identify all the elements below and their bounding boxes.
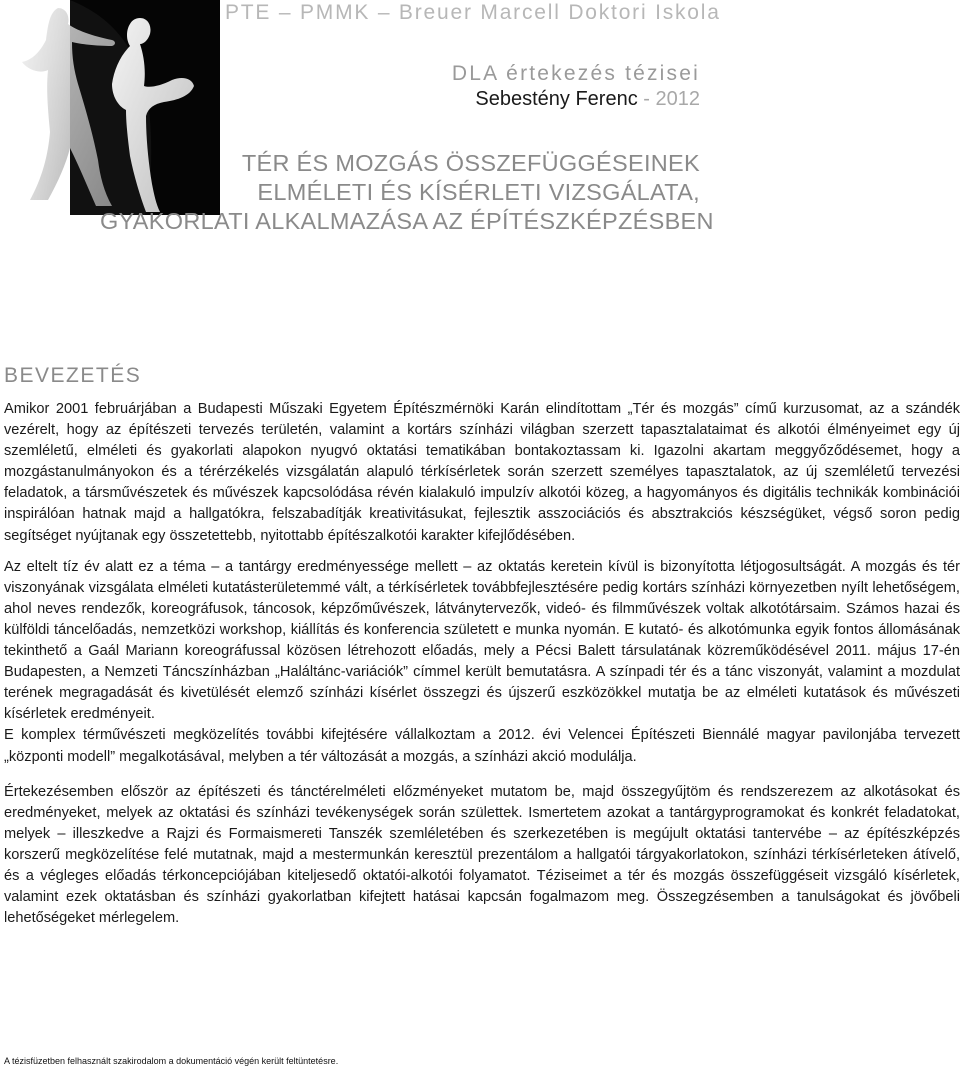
title-line: ELMÉLETI ÉS KÍSÉRLETI VIZSGÁLATA, xyxy=(257,179,700,205)
paragraph: Amikor 2001 februárjában a Budapesti Műszaki Egyetem Építészmérnöki Karán elindítottam „Tér és mozgás” című kurzusomat, az a szándék vezérelt, hogy az építészeti tervezés területén, valamint a kortárs színházi világban szerzett tapasztalataimat és alkotói élményeimet egy új szemléletű, elméleti és gyakorlati alapokon nyugvó oktatási tematikában bontakoztassam ki. Igazolni akartam meggyőződésemet, hogy a mozgástanulmányokon és a térérzékelés vizsgálatán alapuló térkísérletek során szerzett személyes tapasztalatok, az új szemléletű tervezési feladatok, a társművészetek és művészek kapcsolódása révén kialakuló impulzív alkotói közeg, a hagyományos és digitális technikák kombinációi inspirálóan hatnak majd a hallgatókra, felszabadítják kreativitásukat, fejlesztik asszociációs és absztrakciós készségüket, végső soron pedig segítséget nyújtanak egy összetettebb, nyitottabb építészalkotói karakter kifejlődésében. xyxy=(4,401,960,544)
thesis-subtitle: DLA értekezés tézisei xyxy=(451,62,700,85)
author-name: Sebestény Ferenc xyxy=(475,88,638,110)
paragraph: Értekezésemben először az építészeti és tánctérelméleti előzményeket mutatom be, majd összegyűjtöm és rendszerezem az alkotásokat és eredményeket, melyek az oktatási és színházi tevékenységek során születtek. Ismertetem azokat a tantárgyprogramokat és konkrét feladatokat, melyek – illeszkedve a Rajzi és Formaismereti Tanszék szemléletében és szerkezetében is megújult oktatási tantervébe – az építészképzés korszerű megközelítése felé mutatnak, majd a mestermunkán keresztül prezentálom a hallgatói tárgyakorlatokon, színházi térkísérleteken átívelő, és a végleges előadás térkoncepciójában kiteljesedő oktatói-alkotói folyamatot. Téziseimet a tér és mozgás összefüggéseit vizsgáló kísérletek, valamint ezek oktatásban és színházi gyakorlatban kifejtett hatásai kapcsán fogalmazom meg. Összegzésemben a tanulságokat és jövőbeli lehetőségeket mérlegelem. xyxy=(4,783,960,927)
body-text xyxy=(4,399,960,929)
title-line: TÉR ÉS MOZGÁS ÖSSZEFÜGGÉSEINEK xyxy=(241,150,700,176)
paragraph: E komplex térművészeti megközelítés további kifejtésére vállalkoztam a 2012. évi Velencei Építészeti Biennálé magyar pavilonjába tervezett „központi modell” megalkotásával, melyben a tér változását a mozgás, a színházi akció modulálja. xyxy=(4,727,960,765)
publication-year: 2012 xyxy=(655,88,700,110)
author-separator: - xyxy=(643,88,650,110)
section-heading: BEVEZETÉS xyxy=(4,364,142,387)
thesis-title xyxy=(100,149,714,236)
author-line xyxy=(300,88,700,111)
paragraph: Az eltelt tíz év alatt ez a téma – a tantárgy eredményessége mellett – az oktatás keretein kívül is bizonyította létjogosultságát. A mozgás és tér viszonyának vizsgálata elméleti kutatásterületemmé vált, a térkísérletek továbbfejlesztésére pedig kortárs színházi környezetben nyílt lehetőségem, ahol neves rendezők, koreográfusok, táncosok, képzőművészek, látványtervezők, videó- és filmművészek voltak alkotótársaim. Számos hazai és külföldi táncelőadás, nemzetközi workshop, kiállítás és konferencia született e munka nyomán. E kutató- és alkotómunka egyik fontos állomásának tekinthető a Gaál Mariann koreográfussal közösen létrehozott előadás, mely a Pécsi Balett társulatának közreműködésével 2011. május 17-én Budapesten, a Nemzeti Táncszínházban „Haláltánc-variációk” címmel került bemutatásra. A színpadi tér és a tánc viszonyát, valamint a mozdulat terének megragadását és kivetülését elemző színházi kísérlet összegzi és újszerű eszközökkel mutatja be az elméleti kutatások és művészeti kísérletek eredményeit. xyxy=(4,558,960,723)
title-line: GYAKORLATI ALKALMAZÁSA AZ ÉPÍTÉSZKÉPZÉSBEN xyxy=(100,208,714,234)
doctoral-school: PTE – PMMK – Breuer Marcell Doktori Iskola xyxy=(225,1,721,24)
footnote: A tézisfüzetben felhasznált szakirodalom a dokumentáció végén került feltüntetésre. xyxy=(4,1056,339,1066)
